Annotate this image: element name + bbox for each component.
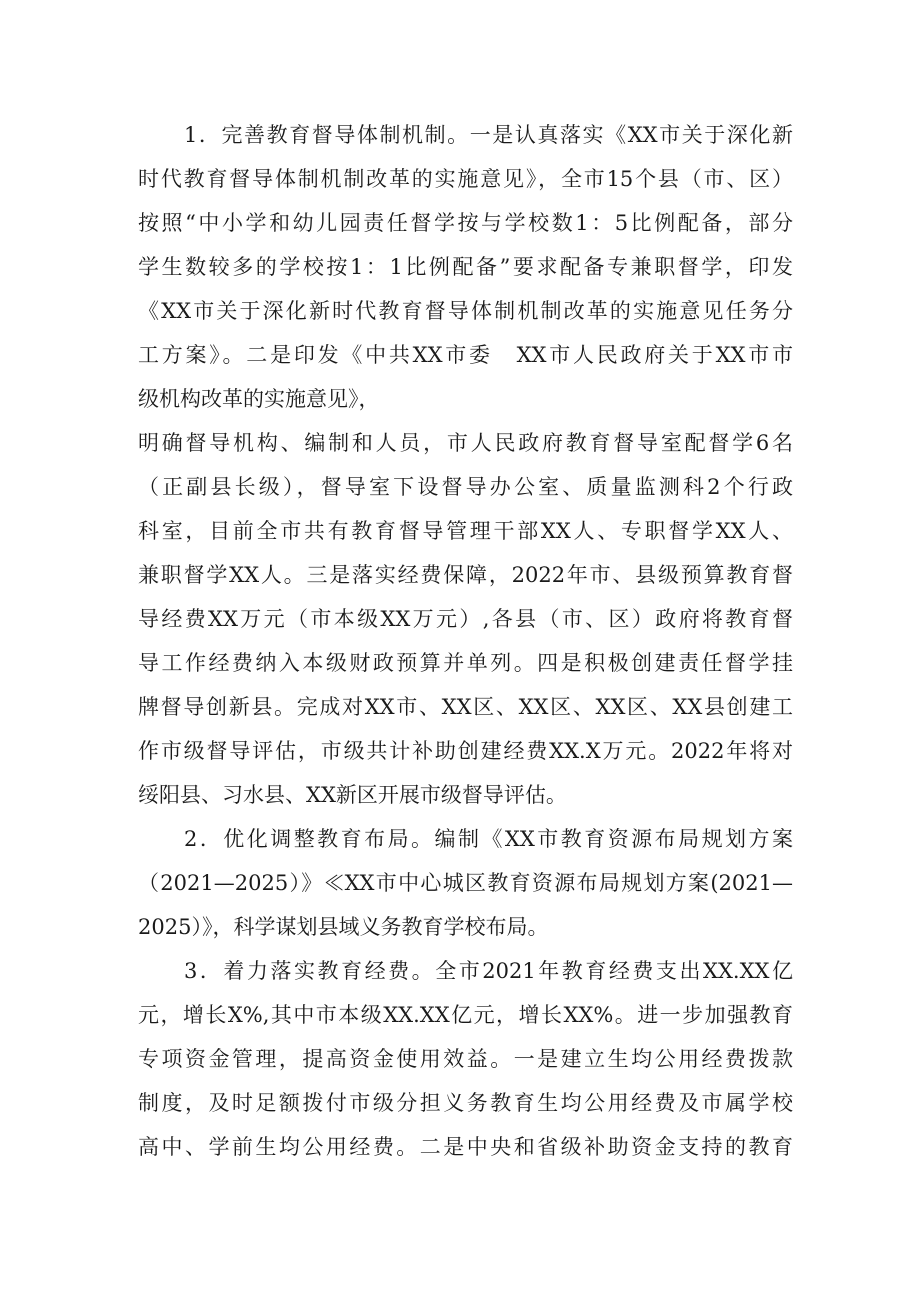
paragraph-2-line-7: 牌督导创新县。完成对XX市、XX区、XX区、XX区、XX县创建工 xyxy=(138,695,793,719)
paragraph-3-line-1: 2．优化调整教育布局。编制《XX市教育资源布局规划方案 xyxy=(184,827,793,851)
paragraph-1-line-2: 时代教育督导体制机制改革的实施意见》，全市15个县（市、区） xyxy=(138,167,793,191)
paragraph-1-line-3: 按照“中小学和幼儿园责任督学按与学校数1：5比例配备，部分 xyxy=(138,211,793,235)
paragraph-4-line-5: 高中、学前生均公用经费。二是中央和省级补助资金支持的教育 xyxy=(138,1135,793,1159)
paragraph-2-line-3: 科室，目前全市共有教育督导管理干部XX人、专职督学XX人、 xyxy=(138,519,793,543)
paragraph-2-line-1: 明确督导机构、编制和人员，市人民政府教育督导室配督学6名 xyxy=(138,431,793,455)
paragraph-3-line-2: （2021—2025）》≪XX市中心城区教育资源布局规划方案(2021— xyxy=(138,871,793,895)
paragraph-2-line-6: 导工作经费纳入本级财政预算并单列。四是积极创建责任督学挂 xyxy=(138,651,793,675)
paragraph-4-line-2: 元，增长X%,其中市本级XX.XX亿元，增长XX%。进一步加强教育 xyxy=(138,1003,793,1027)
paragraph-2-line-2: （正副县长级），督导室下设督导办公室、质量监测科2个行政 xyxy=(138,475,793,499)
paragraph-4-line-4: 制度，及时足额拨付市级分担义务教育生均公用经费及市属学校 xyxy=(138,1091,793,1115)
paragraph-1-line-4: 学生数较多的学校按1：1比例配备”要求配备专兼职督学，印发 xyxy=(138,255,793,279)
paragraph-2-line-4: 兼职督学XX人。三是落实经费保障，2022年市、县级预算教育督 xyxy=(138,563,793,587)
paragraph-1-line-5: 《XX市关于深化新时代教育督导体制机制改革的实施意见任务分 xyxy=(138,299,793,323)
paragraph-3-line-3: 2025）》，科学谋划县域义务教育学校布局。 xyxy=(138,915,549,939)
paragraph-1-line-6: 工方案》。二是印发《中共XX市委 XX市人民政府关于XX市市 xyxy=(138,343,793,367)
paragraph-1-line-7: 级机构改革的实施意见》， xyxy=(138,387,380,411)
paragraph-1-line-1: 1．完善教育督导体制机制。一是认真落实《XX市关于深化新 xyxy=(184,123,793,147)
paragraph-4-line-1: 3．着力落实教育经费。全市2021年教育经费支出XX.XX亿 xyxy=(184,959,793,983)
paragraph-4-line-3: 专项资金管理，提高资金使用效益。一是建立生均公用经费拨款 xyxy=(138,1047,793,1071)
paragraph-2-line-9: 绥阳县、习水县、XX新区开展市级督导评估。 xyxy=(138,783,567,807)
document-body xyxy=(138,113,793,1169)
paragraph-2-line-5: 导经费XX万元（市本级XX万元）,各县（市、区）政府将教育督 xyxy=(138,607,793,631)
paragraph-2-line-8: 作市级督导评估，市级共计补助创建经费XX.X万元。2022年将对 xyxy=(138,739,793,763)
